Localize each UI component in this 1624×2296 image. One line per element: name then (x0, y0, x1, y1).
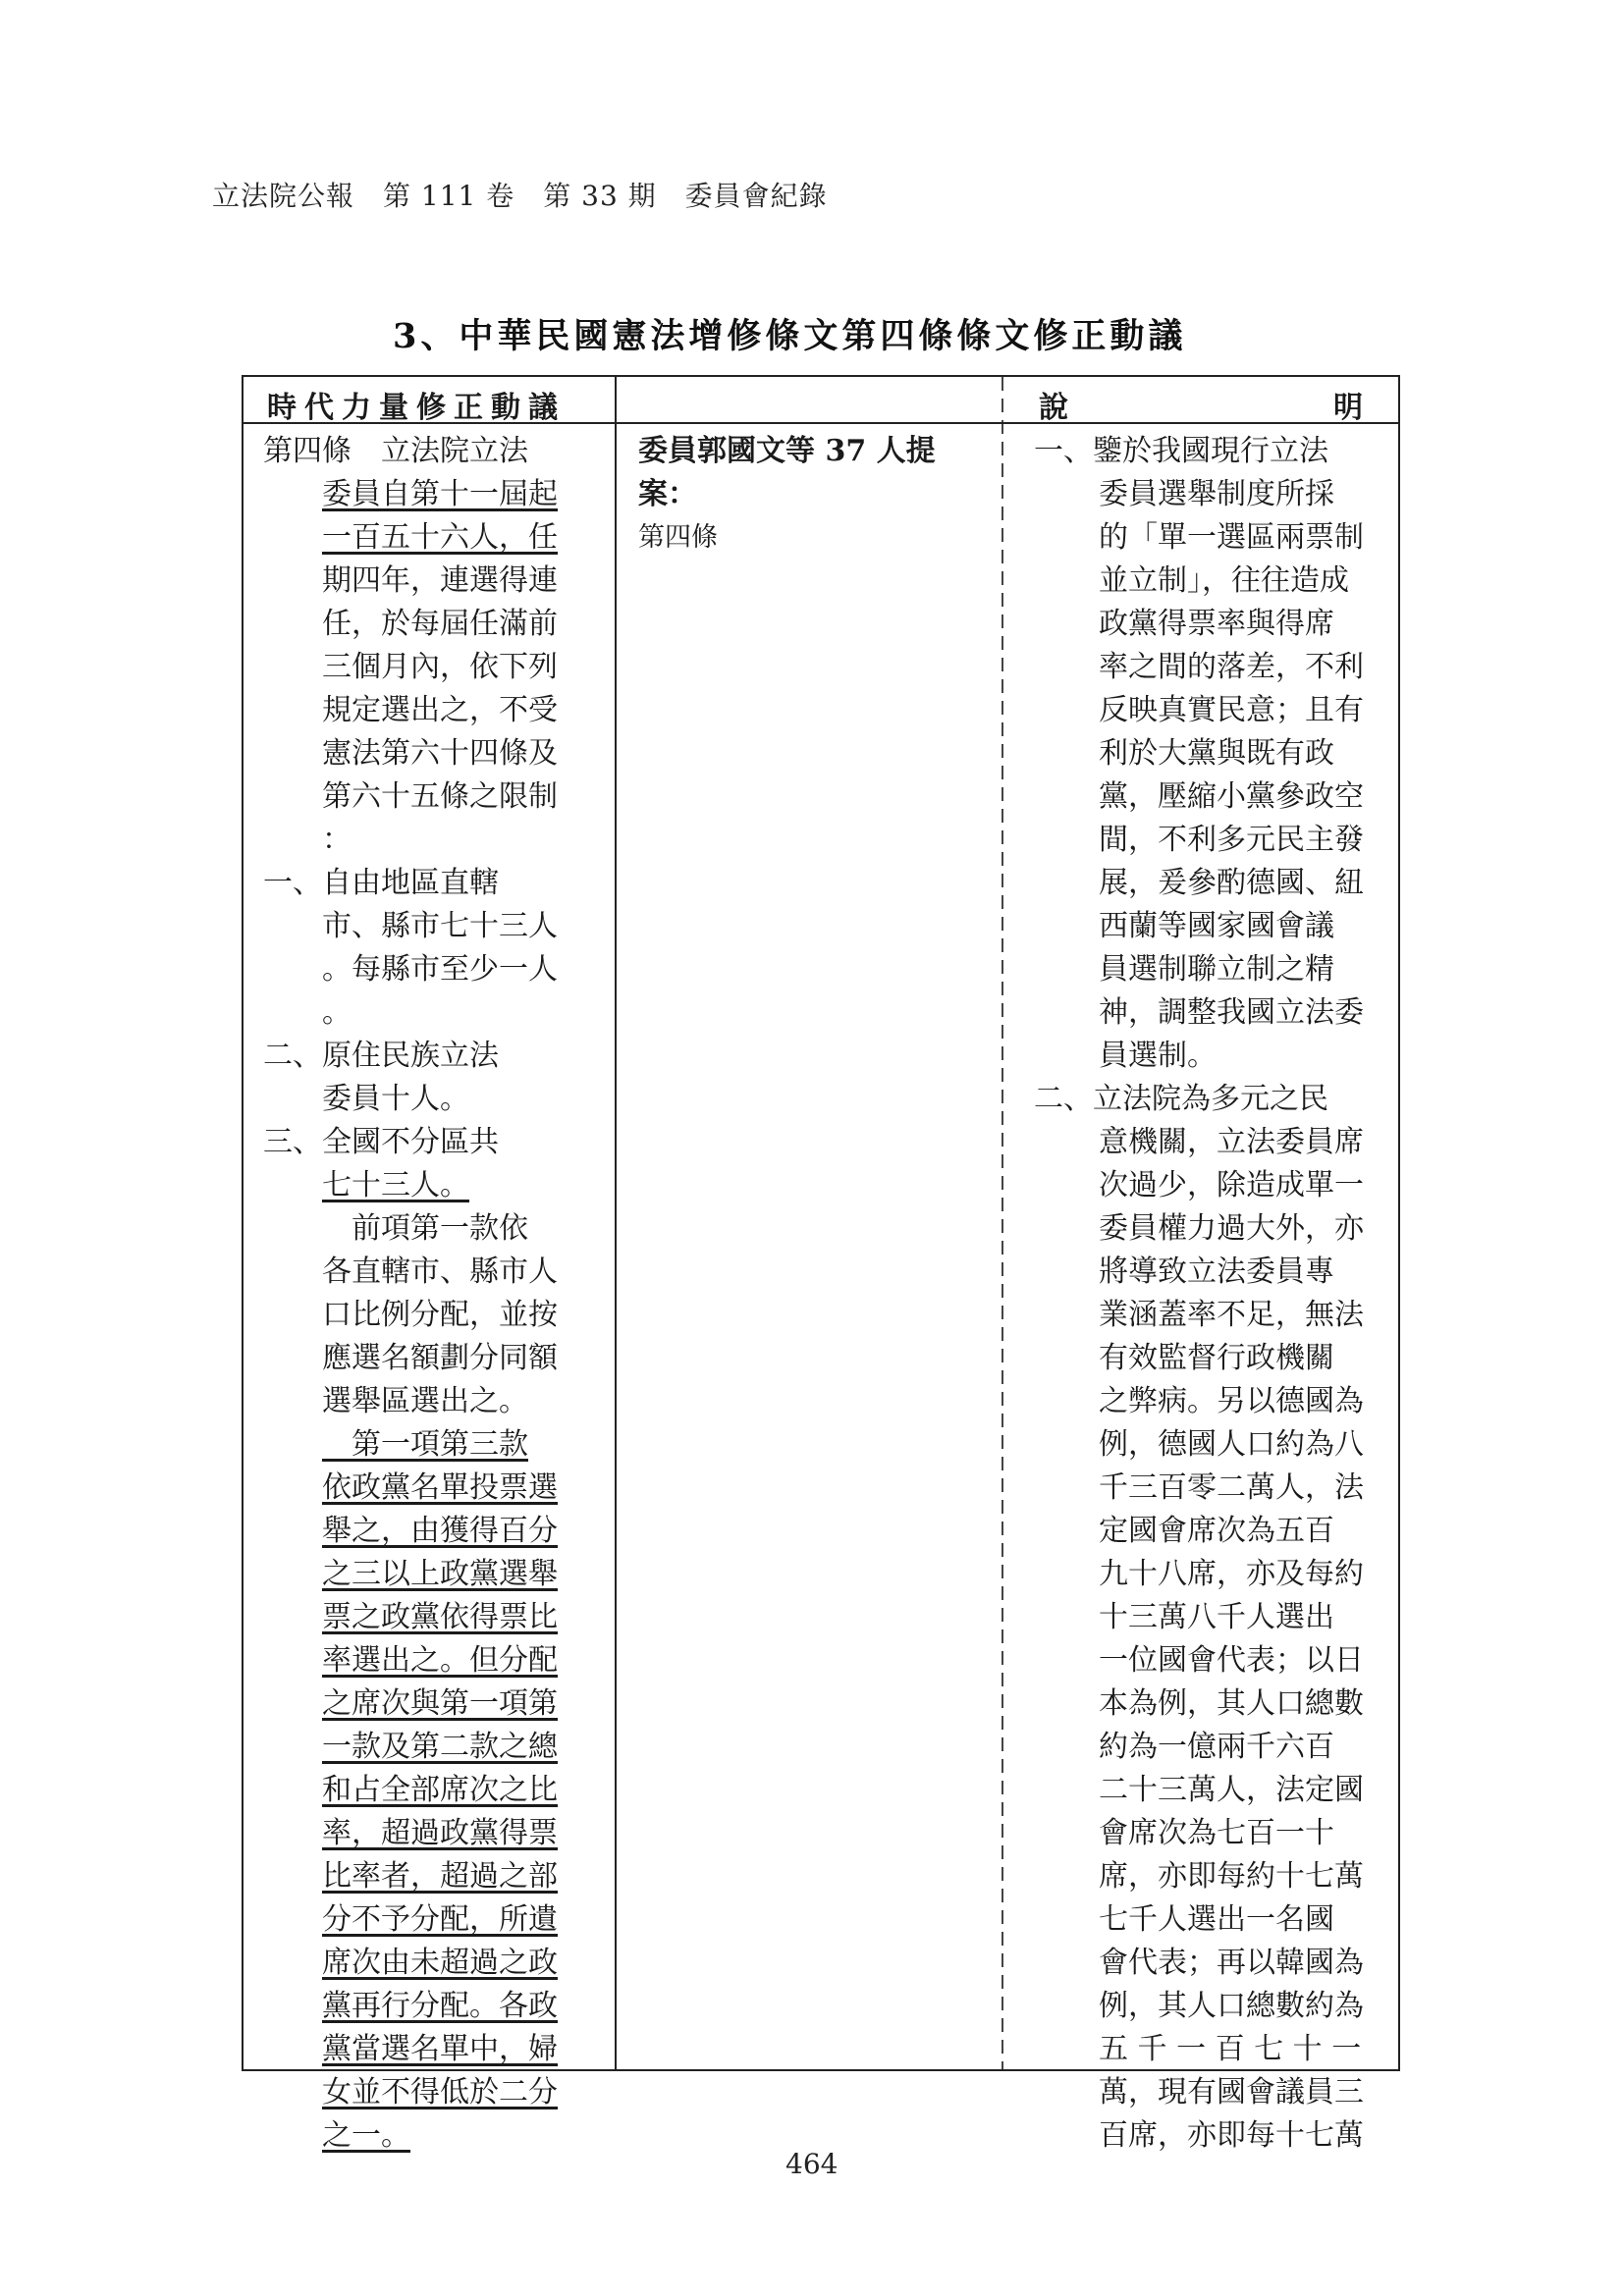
amendment-line: 應選名額劃分同額 (322, 1341, 558, 1375)
explanation-line: 二、立法院為多元之民 (1034, 1082, 1328, 1116)
amendment-line: 之一。 (322, 2118, 410, 2153)
explanation-line: 定國會席次為五百 (1099, 1514, 1334, 1548)
amendment-line: 憲法第六十四條及 (322, 736, 558, 771)
explanation-line: 一、鑒於我國現行立法 (1034, 434, 1328, 468)
amendment-line: 依政黨名單投票選 (322, 1470, 558, 1505)
amendment-line: 一百五十六人，任 (322, 520, 558, 555)
amendment-line: 三個月內，依下列 (322, 650, 558, 684)
amendment-line: 市、縣市七十三人 (322, 909, 558, 943)
explanation-line: 意機關，立法委員席 (1099, 1125, 1364, 1159)
explanation-line: 反映真實民意；且有 (1099, 693, 1364, 727)
explanation-text (1034, 430, 1397, 2158)
amendment-line: 和占全部席次之比 (322, 1773, 558, 1807)
amendment-line: 分不予分配，所遺 (322, 1902, 558, 1937)
amendment-line: 黨再行分配。各政 (322, 1989, 558, 2023)
proposal-title: 委員郭國文等 37 人提 (638, 434, 936, 468)
explanation-line: 間，不利多元民主發 (1099, 823, 1364, 857)
amendment-line: 二、原住民族立法 (263, 1039, 499, 1073)
explanation-line: 委員權力過大外，亦 (1099, 1211, 1364, 1246)
explanation-line: 萬，現有國會議員三 (1099, 2075, 1364, 2109)
amendment-line: 第四條 立法院立法 (263, 434, 528, 468)
explanation-line: 五 千 一 百 七 十 一 (1099, 2032, 1362, 2066)
explanation-line: 二十三萬人，法定國 (1099, 1773, 1364, 1807)
explanation-line: 會席次為七百一十 (1099, 1816, 1334, 1850)
explanation-line: 並立制」，往往造成 (1099, 563, 1349, 598)
amendment-line: 率，超過政黨得票 (322, 1816, 558, 1850)
amendment-line: 舉之，由獲得百分 (322, 1514, 558, 1548)
comparison-table (242, 375, 1400, 2153)
explanation-line: 神，調整我國立法委 (1099, 995, 1364, 1030)
explanation-line: 西蘭等國家國會議 (1099, 909, 1334, 943)
gazette-header: 立法院公報 第 111 卷 第 33 期 委員會紀錄 (212, 180, 828, 212)
explanation-line: 員選制。 (1099, 1039, 1217, 1073)
explanation-line: 會代表；再以韓國為 (1099, 1946, 1364, 1980)
explanation-line: 席，亦即每約十七萬 (1099, 1859, 1364, 1894)
amendment-line: 委員自第十一屆起 (322, 477, 558, 511)
explanation-line: 十三萬八千人選出 (1099, 1600, 1334, 1634)
amendment-line: 三、全國不分區共 (263, 1125, 499, 1159)
amendment-line: 。 (322, 995, 352, 1030)
proposal-title-cont: 案： (638, 477, 697, 511)
column-header-explanation-right: 明 (1333, 391, 1371, 425)
amendment-line: 七十三人。 (322, 1168, 469, 1202)
amendment-line: 一、自由地區直轄 (263, 866, 499, 900)
explanation-line: 次過少，除造成單一 (1099, 1168, 1364, 1202)
amendment-line: 之三以上政黨選舉 (322, 1557, 558, 1591)
amendment-line: 率選出之。但分配 (322, 1643, 558, 1678)
explanation-line: 員選制聯立制之精 (1099, 952, 1334, 987)
amendment-line: 席次由未超過之政 (322, 1946, 558, 1980)
amendment-line: 口比例分配，並按 (322, 1298, 558, 1332)
amendment-line: ： (322, 823, 352, 857)
amendment-line: 任，於每屆任滿前 (322, 607, 558, 641)
amendment-line: 第一項第三款 (322, 1427, 528, 1462)
explanation-line: 例，其人口總數約為 (1099, 1989, 1364, 2023)
amendment-line: 之席次與第一項第 (322, 1686, 558, 1721)
amendment-line: 黨當選名單中，婦 (322, 2032, 558, 2066)
explanation-line: 一位國會代表；以日 (1099, 1643, 1364, 1678)
explanation-line: 千三百零二萬人，法 (1099, 1470, 1364, 1505)
proposal-article: 第四條 (638, 522, 718, 553)
explanation-line: 利於大黨與既有政 (1099, 736, 1334, 771)
amendment-line: 比率者，超過之部 (322, 1859, 558, 1894)
proposal-column (638, 430, 936, 560)
amendment-text (263, 430, 626, 2158)
explanation-line: 本為例，其人口總數 (1099, 1686, 1364, 1721)
explanation-line: 約為一億兩千六百 (1099, 1730, 1334, 1764)
amendment-line: 期四年，連選得連 (322, 563, 558, 598)
explanation-line: 有效監督行政機關 (1099, 1341, 1334, 1375)
explanation-line: 例，德國人口約為八 (1099, 1427, 1364, 1462)
page-number: 464 (785, 2148, 839, 2180)
explanation-line: 將導致立法委員專 (1099, 1255, 1334, 1289)
explanation-line: 黨，壓縮小黨參政空 (1099, 779, 1364, 814)
column-header-explanation-left: 說 (1039, 391, 1076, 425)
explanation-line: 業涵蓋率不足，無法 (1099, 1298, 1364, 1332)
column-divider-2 (1001, 377, 1003, 2069)
document-title: 3、中華民國憲法增修條文第四條條文修正動議 (393, 316, 1187, 356)
amendment-line: 委員十人。 (322, 1082, 469, 1116)
explanation-line: 政黨得票率與得席 (1099, 607, 1334, 641)
explanation-line: 九十八席，亦及每約 (1099, 1557, 1364, 1591)
amendment-line: 規定選出之，不受 (322, 693, 558, 727)
explanation-line: 百席，亦即每十七萬 (1099, 2118, 1364, 2153)
amendment-line: 票之政黨依得票比 (322, 1600, 558, 1634)
amendment-line: 第六十五條之限制 (322, 779, 558, 814)
amendment-line: 前項第一款依 (322, 1211, 528, 1246)
explanation-line: 委員選舉制度所採 (1099, 477, 1334, 511)
explanation-line: 之弊病。另以德國為 (1099, 1384, 1364, 1418)
amendment-line: 女並不得低於二分 (322, 2075, 558, 2109)
explanation-line: 的「單一選區兩票制 (1099, 520, 1364, 555)
amendment-line: 一款及第二款之總 (322, 1730, 558, 1764)
amendment-line: 選舉區選出之。 (322, 1384, 528, 1418)
column-header-amendment: 時代力量修正動議 (267, 391, 566, 425)
explanation-line: 七千人選出一名國 (1099, 1902, 1334, 1937)
amendment-line: 。每縣市至少一人 (322, 952, 558, 987)
explanation-line: 展，爰參酌德國、紐 (1099, 866, 1364, 900)
amendment-line: 各直轄市、縣市人 (322, 1255, 558, 1289)
explanation-line: 率之間的落差，不利 (1099, 650, 1364, 684)
